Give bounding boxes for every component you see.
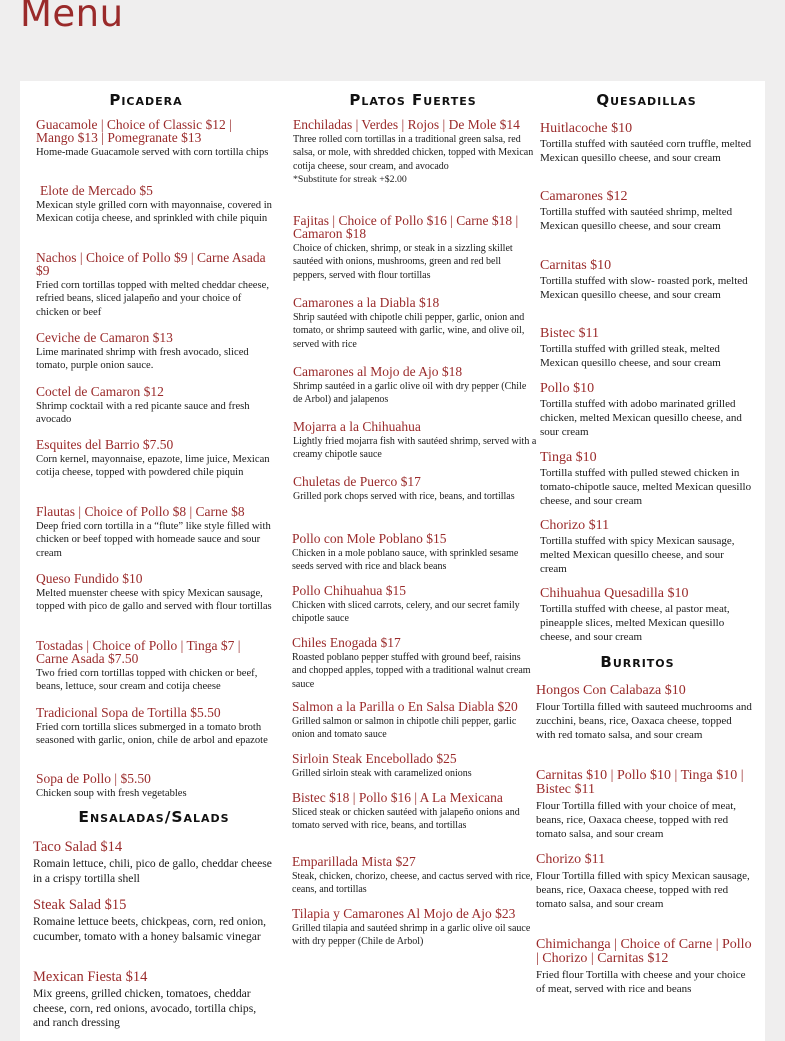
item-description: Grilled salmon or salmon in chipotle chili pepper, garlic onion and tomato sauce	[292, 716, 517, 741]
item-description: Fried corn tortilla slices submerged in a tomato broth seasoned with garlic, onion, chile de arbol and epazote	[36, 722, 268, 747]
item-name: Mojarra a la Chihuahua	[293, 419, 421, 434]
item-name: Elote de Mercado $5	[40, 183, 153, 198]
item-description: Two fried corn tortillas topped with chicken or beef, beans, lettuce, sour cream and cotija cheese	[36, 668, 258, 693]
item-description: Shrip sautéed with chipotle chili pepper, garlic, onion and tomato, or shrimp sauteed with garlic, wine, and olive oil, served with rice	[293, 312, 525, 350]
item-name: Bistec $18 | Pollo $16 | A La Mexicana	[292, 790, 503, 805]
item-description: Romain lettuce, chili, pico de gallo, cheddar cheese in a crispy tortilla shell	[33, 857, 272, 885]
item-description: Shrimp sautéed in a garlic olive oil with dry pepper (Chile de Arbol) and jalapenos	[293, 381, 527, 406]
menu-item-pollo-chihuahua	[292, 584, 537, 626]
item-name: Guacamole | Choice of Classic $12 | Mango $13 | Pomegranate $13	[36, 117, 232, 145]
item-name: Camarones al Mojo de Ajo $18	[293, 364, 463, 379]
item-description: Fried corn tortillas topped with melted cheddar cheese, refried beans, sliced jalapeño and your choice of chicken or beef	[36, 280, 269, 318]
menu-item-salmon	[292, 700, 537, 742]
burritos-heading: Burritos	[600, 653, 675, 671]
menu-item-guacamole	[36, 118, 272, 159]
item-description: Grilled tilapia and sautéed shrimp in a garlic olive oil sauce with dry pepper (Chile de Arbol)	[292, 923, 531, 948]
menu-item-q-camarones	[540, 189, 753, 234]
quesadillas-heading: Quesadillas	[596, 91, 697, 109]
item-description: Deep fried corn tortilla in a “flute” like style filled with chicken or beef topped with homeade sauce and sour cream	[36, 521, 271, 559]
item-note: *Substitute for streak +$2.00	[293, 174, 407, 186]
item-name: Salmon a la Parilla o En Salsa Diabla $20	[292, 699, 518, 714]
menu-item-q-chihuahua	[540, 586, 753, 644]
menu-item-chuletas	[293, 475, 537, 503]
picadera-heading: Picadera	[109, 91, 183, 109]
item-name: Chimichanga | Choice of Carne | Pollo | Chorizo | Carnitas $12	[536, 937, 752, 966]
menu-item-enchiladas	[293, 118, 537, 187]
menu-item-pollo-mole	[292, 532, 537, 574]
item-name: Tradicional Sopa de Tortilla $5.50	[36, 705, 221, 720]
platos-heading: Platos Fuertes	[349, 91, 477, 109]
item-description: Chicken in a mole poblano sauce, with sprinkled sesame seeds served with rice and black beans	[292, 548, 519, 573]
menu-item-steak-salad	[33, 898, 272, 944]
menu-item-coctel	[36, 385, 272, 427]
item-description: Choice of chicken, shrimp, or steak in a sizzling skillet sautéed with onions, mushrooms, green and red bell peppers, served with flour tortillas	[293, 243, 513, 281]
item-name: Enchiladas | Verdes | Rojos | De Mole $14	[293, 117, 520, 132]
menu-item-emparillada	[292, 855, 537, 897]
item-name: Huitlacoche $10	[540, 121, 633, 136]
menu-item-q-tinga	[540, 450, 753, 508]
item-name: Pollo $10	[540, 381, 595, 396]
menu-item-taco-salad	[33, 840, 272, 886]
item-name: Sirloin Steak Encebollado $25	[292, 751, 457, 766]
page-title: Menu	[20, 0, 124, 35]
item-name: Chorizo $11	[536, 852, 606, 867]
menu-item-queso-fundido	[36, 572, 272, 614]
item-description: Chicken soup with fresh vegetables	[36, 788, 187, 799]
menu-item-mexican-fiesta	[33, 970, 272, 1031]
item-description: Steak, chicken, chorizo, cheese, and cactus served with rice, ceans, and tortillas	[292, 871, 533, 896]
item-name: Camarones a la Diabla $18	[293, 295, 440, 310]
item-name: Chuletas de Puerco $17	[293, 474, 421, 489]
item-name: Camarones $12	[540, 189, 628, 204]
item-description: Chicken with sliced carrots, celery, and our secret family chipotle sauce	[292, 600, 520, 625]
menu-item-sirloin	[292, 752, 537, 780]
item-name: Carnitas $10 | Pollo $10 | Tinga $10 | Bistec $11	[536, 768, 744, 797]
menu-item-flautas	[36, 505, 272, 560]
item-name: Taco Salad $14	[33, 839, 123, 855]
item-description: Tortilla stuffed with cheese, al pastor meat, pineapple slices, melted Mexican quesillo cheese, and sour cream	[540, 603, 730, 643]
item-name: Carnitas $10	[540, 258, 612, 273]
menu-item-q-carnitas	[540, 258, 753, 303]
item-description: Roasted poblano pepper stuffed with ground beef, raisins and chopped apples, topped with a traditional walnut cream sauce	[292, 652, 531, 690]
item-name: Chorizo $11	[540, 518, 610, 533]
item-name: Steak Salad $15	[33, 897, 127, 913]
item-description: Three rolled corn tortillas in a traditional green salsa, red salsa, or mole, with shredded chicken, topped with Mexican cotija cheese, sour cream, and avocado	[293, 134, 534, 172]
item-description: Romaine lettuce beets, chickpeas, corn, red onion, cucumber, tomato with a honey balsamic vinegar	[33, 915, 267, 943]
item-description: Tortilla stuffed with sautéed corn truffle, melted Mexican quesillo cheese, and sour cream	[540, 138, 752, 164]
item-name: Fajitas | Choice of Pollo $16 | Carne $18 | Camaron $18	[293, 213, 519, 241]
item-description: Fried flour Tortilla with cheese and your choice of meat, served with rice and beans	[536, 969, 746, 995]
item-name: Tinga $10	[540, 450, 597, 465]
item-description: Mexican style grilled corn with mayonnaise, covered in Mexican cotija cheese, and sprinkled with chile piquin	[36, 200, 272, 225]
item-name: Tostadas | Choice of Pollo | Tinga $7 | Carne Asada $7.50	[36, 638, 241, 666]
item-name: Ceviche de Camaron $13	[36, 330, 173, 345]
item-name: Esquites del Barrio $7.50	[36, 437, 174, 452]
menu-item-elote	[36, 184, 272, 226]
item-description: Tortilla stuffed with slow- roasted pork, melted Mexican quesillo cheese, and sour cream	[540, 275, 748, 301]
item-description: Flour Tortilla filled with your choice of meat, beans, rice, Oaxaca cheese, topped with red tomato salsa, and sour cream	[536, 800, 737, 840]
menu-item-b-carnitas	[536, 769, 753, 841]
item-description: Lime marinated shrimp with fresh avocado, sliced tomato, purple onion sauce.	[36, 347, 249, 372]
item-description: Flour Tortilla filled with sauteed muchrooms and zucchini, beans, rice, Oaxaca cheese, topped with red tomato salsa, and sour cream	[536, 701, 752, 741]
menu-item-q-pollo	[540, 381, 753, 439]
item-name: Hongos Con Calabaza $10	[536, 683, 686, 698]
item-description: Tortilla stuffed with sautéed shrimp, melted Mexican quesillo cheese, and sour cream	[540, 206, 733, 232]
menu-item-huitlacoche	[540, 121, 753, 166]
menu-item-esquites	[36, 438, 272, 480]
menu-item-tostadas	[36, 639, 272, 694]
item-description: Lightly fried mojarra fish with sautéed shrimp, served with a creamy chipotle sauce	[293, 436, 537, 461]
menu-item-mojarra	[293, 420, 537, 462]
item-description: Sliced steak or chicken sautéed with jalapeño onions and tomato served with rice, beans, and tortillas	[292, 807, 520, 832]
item-name: Flautas | Choice of Pollo $8 | Carne $8	[36, 504, 245, 519]
item-description: Corn kernel, mayonnaise, epazote, lime juice, Mexican cotija cheese, topped with powdered chile piquin	[36, 454, 270, 479]
menu-item-nachos	[36, 251, 272, 319]
item-name: Pollo Chihuahua $15	[292, 583, 406, 598]
item-description: Tortilla stuffed with spicy Mexican sausage, melted Mexican quesillo cheese, and sour cream	[540, 535, 735, 575]
menu-item-sopa-tortilla	[36, 706, 272, 748]
menu-item-q-bistec	[540, 326, 753, 371]
item-name: Pollo con Mole Poblano $15	[292, 531, 447, 546]
item-description: Mix greens, grilled chicken, tomatoes, cheddar cheese, corn, red onions, avocado, tortilla chips, and ranch dressing	[33, 987, 257, 1029]
item-name: Nachos | Choice of Pollo $9 | Carne Asada $9	[36, 250, 266, 278]
item-description: Melted muenster cheese with spicy Mexican sausage, topped with pico de gallo and served with flour tortillas	[36, 588, 272, 613]
item-name: Chihuahua Quesadilla $10	[540, 586, 689, 601]
menu-item-q-chorizo	[540, 518, 753, 576]
menu-item-tilapia	[292, 907, 545, 949]
item-name: Emparillada Mista $27	[292, 854, 416, 869]
menu-item-bistec-pollo	[292, 791, 537, 833]
menu-item-b-chorizo	[536, 853, 753, 911]
item-name: Bistec $11	[540, 326, 599, 341]
item-name: Coctel de Camaron $12	[36, 384, 164, 399]
menu-item-camarones-diabla	[293, 296, 537, 351]
item-description: Tortilla stuffed with adobo marinated grilled chicken, melted Mexican quesillo cheese, and sour cream	[540, 398, 742, 438]
item-name: Mexican Fiesta $14	[33, 969, 148, 985]
menu-item-ceviche	[36, 331, 272, 373]
item-name: Queso Fundido $10	[36, 571, 143, 586]
menu-panel	[20, 81, 765, 1041]
menu-item-camarones-ajo	[293, 365, 537, 407]
item-description: Grilled sirloin steak with caramelized onions	[292, 768, 472, 779]
item-description: Tortilla stuffed with pulled stewed chicken in tomato-chipotle sauce, melted Mexican quesillo cheese, and sour cream	[540, 467, 752, 507]
item-description: Tortilla stuffed with grilled steak, melted Mexican quesillo cheese, and sour cream	[540, 343, 721, 369]
item-name: Chiles Enogada $17	[292, 635, 401, 650]
item-name: Tilapia y Camarones Al Mojo de Ajo $23	[292, 906, 516, 921]
item-description: Grilled pork chops served with rice, beans, and tortillas	[293, 491, 515, 502]
menu-item-fajitas	[293, 214, 537, 282]
menu-item-sopa-pollo	[36, 772, 272, 800]
item-name: Sopa de Pollo | $5.50	[36, 771, 151, 786]
menu-item-chiles-enogada	[292, 636, 537, 691]
item-description: Home-made Guacamole served with corn tortilla chips	[36, 147, 269, 158]
item-description: Shrimp cocktail with a red picante sauce and fresh avocado	[36, 401, 250, 426]
item-description: Flour Tortilla filled with spicy Mexican sausage, beans, rice, Oaxaca cheese, topped with red tomato salsa, and sour cream	[536, 870, 750, 910]
menu-item-chimichanga	[536, 938, 753, 996]
menu-item-hongos	[536, 684, 753, 742]
ensaladas-heading: Ensaladas/Salads	[78, 808, 230, 826]
